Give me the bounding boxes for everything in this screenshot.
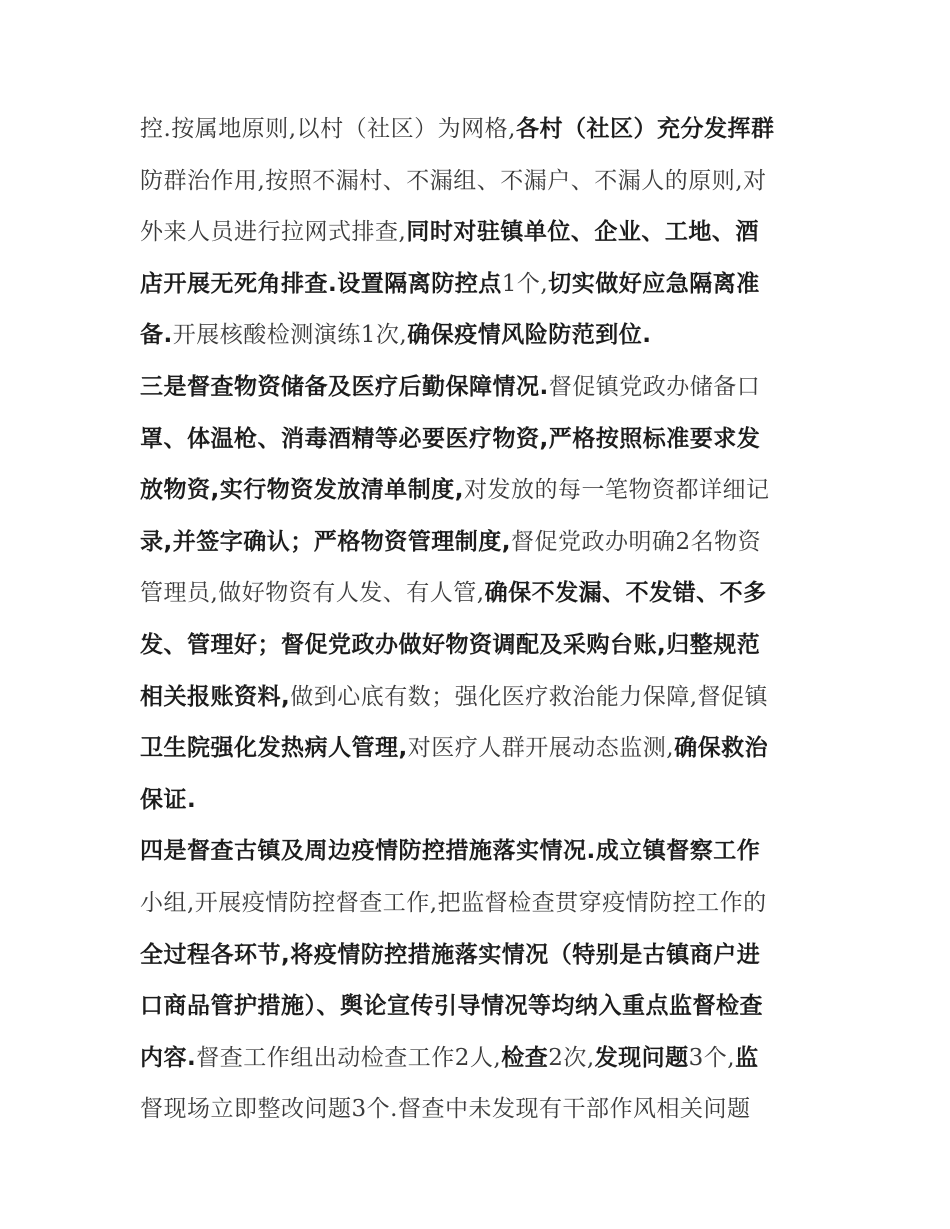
text-line [140,672,820,724]
text-line [140,826,820,878]
body-text [140,104,820,1136]
bold-text-run: 发、管理好；督促党政办做好物资调配及采购台账,归整规范 [140,631,761,658]
bold-text-run: 口商品管护措施）、舆论宣传引导情况等均纳入重点监督检查 [140,993,763,1020]
bold-text-run: 同时对驻镇单位、企业、工地、酒 [406,219,759,246]
bold-text-run: 备. [140,322,173,349]
bold-text-run: 四是督查古镇及周边疫情防控措施落实情况.成立镇督察工作 [140,838,761,865]
regular-text-run: 做到心底有数；强化医疗救治能力保障,督促镇 [290,683,769,710]
bold-text-run: 切实做好应急隔离准 [548,270,760,297]
bold-text-run: 确保疫情风险防范到位. [407,322,652,349]
bold-text-run: 确保救治 [674,735,769,762]
text-line [140,930,820,982]
text-line [140,878,820,930]
regular-text-run: 2次, [548,1044,595,1071]
regular-text-run: 外来人员进行拉网式排查, [140,219,407,246]
bold-text-run: 保证. [140,786,197,813]
regular-text-run: 督现场立即整改问题3个.督查中未发现有干部作风相关问题 [140,1096,751,1123]
text-line [140,981,820,1033]
bold-text-run: 监 [735,1044,759,1071]
regular-text-run: 督促党政办明确2名物资 [510,528,762,555]
text-line [140,259,820,311]
text-line [140,465,820,517]
bold-text-run: 三是督查物资储备及医疗后勤保障情况. [140,373,549,400]
bold-text-run: 全过程各环节,将疫情防控措施落实情况（特别是古镇商户进 [140,941,761,968]
bold-text-run: 确保不发漏、不发错、不多 [484,580,767,607]
text-line [140,362,820,414]
text-line [140,1084,820,1136]
regular-text-run: 对医疗人群开展动态监测, [407,735,675,762]
text-line [140,1033,820,1085]
bold-text-run: 罩、体温枪、消毒酒精等必要医疗物资,严格按照标准要求发 [140,425,761,452]
text-line [140,723,820,775]
text-line [140,517,820,569]
text-line [140,568,820,620]
text-line [140,156,820,208]
bold-text-run: 相关报账资料, [140,683,291,710]
regular-text-run: 防群治作用,按照不漏村、不漏组、不漏户、不漏人的原则,对 [140,167,767,194]
regular-text-run: 3个, [688,1044,736,1071]
text-line [140,414,820,466]
regular-text-run: 对发放的每一笔物资都详细记 [463,477,770,504]
regular-text-run: 督促镇党政办储备口 [548,373,761,400]
regular-text-run: 控.按属地原则,以村（社区）为网格, [140,116,516,142]
bold-text-run: 各村（社区）充分发挥群 [515,116,775,142]
bold-text-run: 发现问题 [594,1044,689,1071]
regular-text-run: 管理员,做好物资有人发、有人管, [140,580,485,607]
bold-text-run: 店开展无死角排查.设置隔离防控点 [140,270,502,297]
regular-text-run: 小组,开展疫情防控督查工作,把监督检查贯穿疫情防控工作的 [140,889,767,916]
bold-text-run: 卫生院强化发热病人管理, [140,735,408,762]
bold-text-run: 放物资,实行物资发放清单制度, [140,477,464,504]
regular-text-run: 开展核酸检测演练1次, [172,322,408,349]
bold-text-run: 录,并签字确认；严格物资管理制度, [140,528,511,555]
text-line [140,775,820,827]
bold-text-run: 内容. [140,1044,197,1071]
regular-text-run: 督查工作组出动检查工作2人, [196,1044,502,1071]
text-line [140,207,820,259]
text-line [140,620,820,672]
bold-text-run: 检查 [501,1044,549,1071]
text-line [140,104,820,156]
regular-text-run: 1个, [501,270,549,297]
text-line [140,310,820,362]
